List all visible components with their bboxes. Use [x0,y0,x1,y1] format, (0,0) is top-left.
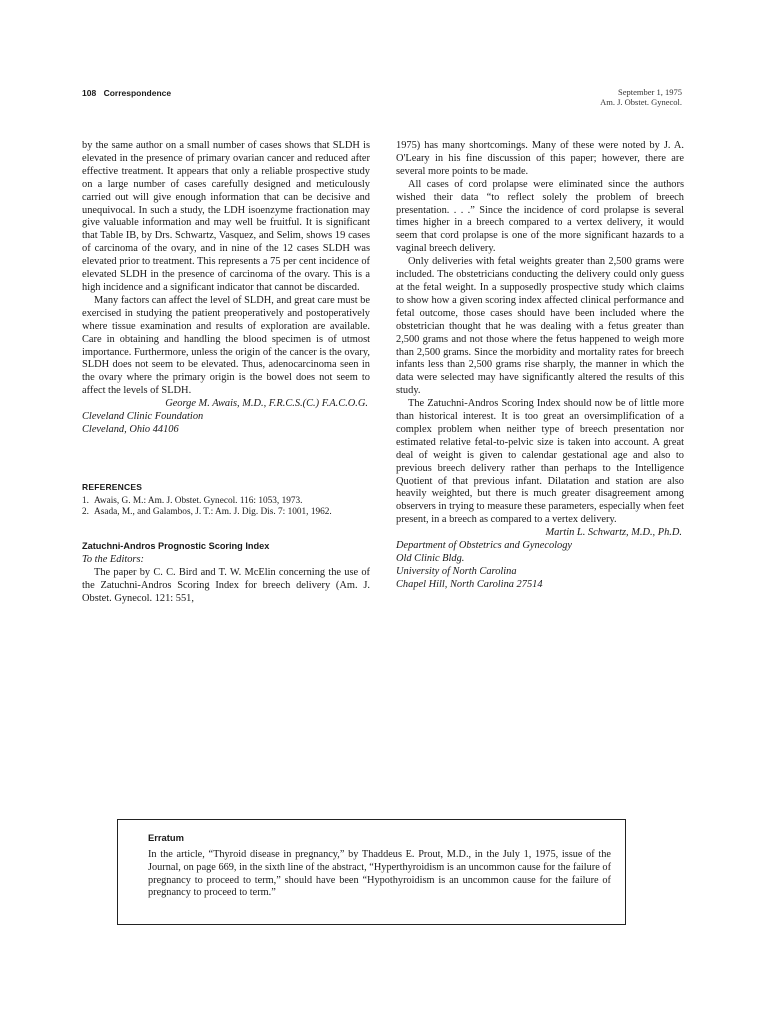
body-paragraph: Many factors can affect the level of SLDH, and great care must be exercised in studying the patient preoperatively and postoperatively where tissue examination and results of exploration are available. Care in obtaining and handling the blood specimen is of utmost importance. Furthermore, unless the origin of the cancer is the ovary, SLDH does not seem to be elevated. Thus, adenocarcinoma seen in the ovary where the primary origin is the bowel does not seem to affect the levels of SLDH. [82,294,370,397]
affiliation-line: University of North Carolina [396,565,517,577]
right-column [396,140,684,592]
body-paragraph: by the same author on a small number of cases shows that SLDH is elevated in the presence of primary ovarian cancer and reduced after effective treatment. It appears that only a reliable prospective study on a large number of cases carefully designed and meticulously carried out will give enough information that can be decisive and unequivocal. In such a study, the LDH isoenzyme fractionation may give valuable information and may well be fruitful. It is significant that Table IB, by Drs. Schwartz, Vasquez, and Selim, shows 19 cases of carcinoma of the ovary, and in nine of the 12 cases SLDH was elevated prior to treatment. This represents a 75 per cent incidence of elevated SLDH in the presence of carcinoma of the ovary. This is a high incidence and a significant indicator that cannot be discarded. [82,140,370,293]
reference-text: Awais, G. M.: Am. J. Obstet. Gynecol. 116: 1053, 1973. [94,495,303,506]
affiliation-line: Chapel Hill, North Carolina 27514 [396,578,543,590]
body-paragraph: 1975) has many shortcomings. Many of these were noted by J. A. O'Leary in his fine discussion of this paper; however, there are several more points to be made. [396,140,684,177]
affiliation-line: Department of Obstetrics and Gynecology [396,540,573,552]
body-paragraph: Only deliveries with fetal weights greater than 2,500 grams were included. The obstetricians conducting the delivery could only guess at the fetal weight. In a supposedly prospective study which claims to show how a given scoring index affected clinical performance and fetal outcome, those cases should have been included where the obstetrician thought that he was dealing with a fetus greater than 2,500 grams and not those where the fetus happened to weigh more than 2,500 grams. Since the morbidity and mortality rates for breech infants less than 2,500 grams rise sharply, the manner in which the data were selected may have significantly altered the results of this study. [396,256,684,397]
affiliation-line: Old Clinic Bldg. [396,553,465,564]
body-paragraph: The Zatuchni-Andros Scoring Index should now be of little more than historical interest. It is too great an oversimplification of a complex problem when neither type of breech presentation nor estimated relative fetal-to-pelvic size is taken into account. A great deal of weight is given to calendar gestational age and also to previous breech delivery rather than perhaps to the Intelligence Quotient of that previous infant. Dilatation and station are also heavily weighted, but there is much greater disagreement among observers in trying to measure these parameters, especially when feet present, in a breech as compared to a vertex delivery. [396,398,684,526]
section-name: Correspondence [103,88,172,98]
reference-text: Asada, M., and Galambos, J. T.: Am. J. Dig. Dis. 7: 1001, 1962. [94,507,332,518]
salutation: To the Editors: [82,553,144,565]
running-header [82,88,176,98]
affiliation-line: Cleveland Clinic Foundation [82,411,204,423]
reference-item [82,496,370,508]
erratum-box [117,819,626,925]
letter-title: Zatuchni-Andros Prognostic Scoring Index [82,540,270,551]
affiliation-line: Cleveland, Ohio 44106 [82,423,179,435]
reference-number: 1. [82,495,89,506]
erratum-text: In the article, “Thyroid disease in pregnancy,” by Thaddeus E. Prout, M.D., in the July 1, 1975, issue of the Journal, on page 669, in the sixth line of the abstract, “Hyperthyroidism is an uncommon cause for the failure of pregnancy to proceed to term,” should have been “Hypothyroidism is an uncommon cause for the failure of pregnancy to proceed to term.” [148,849,611,899]
journal-name: Am. J. Obstet. Gynecol. [600,97,682,107]
author-signature: George M. Awais, M.D., F.R.C.S.(C.) F.A.C.O.G. [165,398,368,410]
erratum-title: Erratum [148,832,184,843]
body-paragraph: All cases of cord prolapse were eliminated since the authors wished their data “to reflect solely the problem of breech presentation. . . .” Since the incidence of cord prolapse is several times higher in a breech compared to a vertex delivery, it would seem that cord prolapse is one of the more significant hazards to a vaginal breech delivery. [396,178,684,255]
page-number: 108 [82,88,97,98]
references-heading: REFERENCES [82,481,143,492]
journal-citation [600,87,682,107]
left-column [82,140,370,605]
issue-date: September 1, 1975 [618,87,682,97]
reference-item [82,507,370,519]
reference-number: 2. [82,507,89,518]
body-paragraph: The paper by C. C. Bird and T. W. McElin concerning the use of the Zatuchni-Andros Scoring Index for breech delivery (Am. J. Obstet. Gynecol. 121: 551, [82,566,370,604]
author-signature: Martin L. Schwartz, M.D., Ph.D. [545,527,682,539]
